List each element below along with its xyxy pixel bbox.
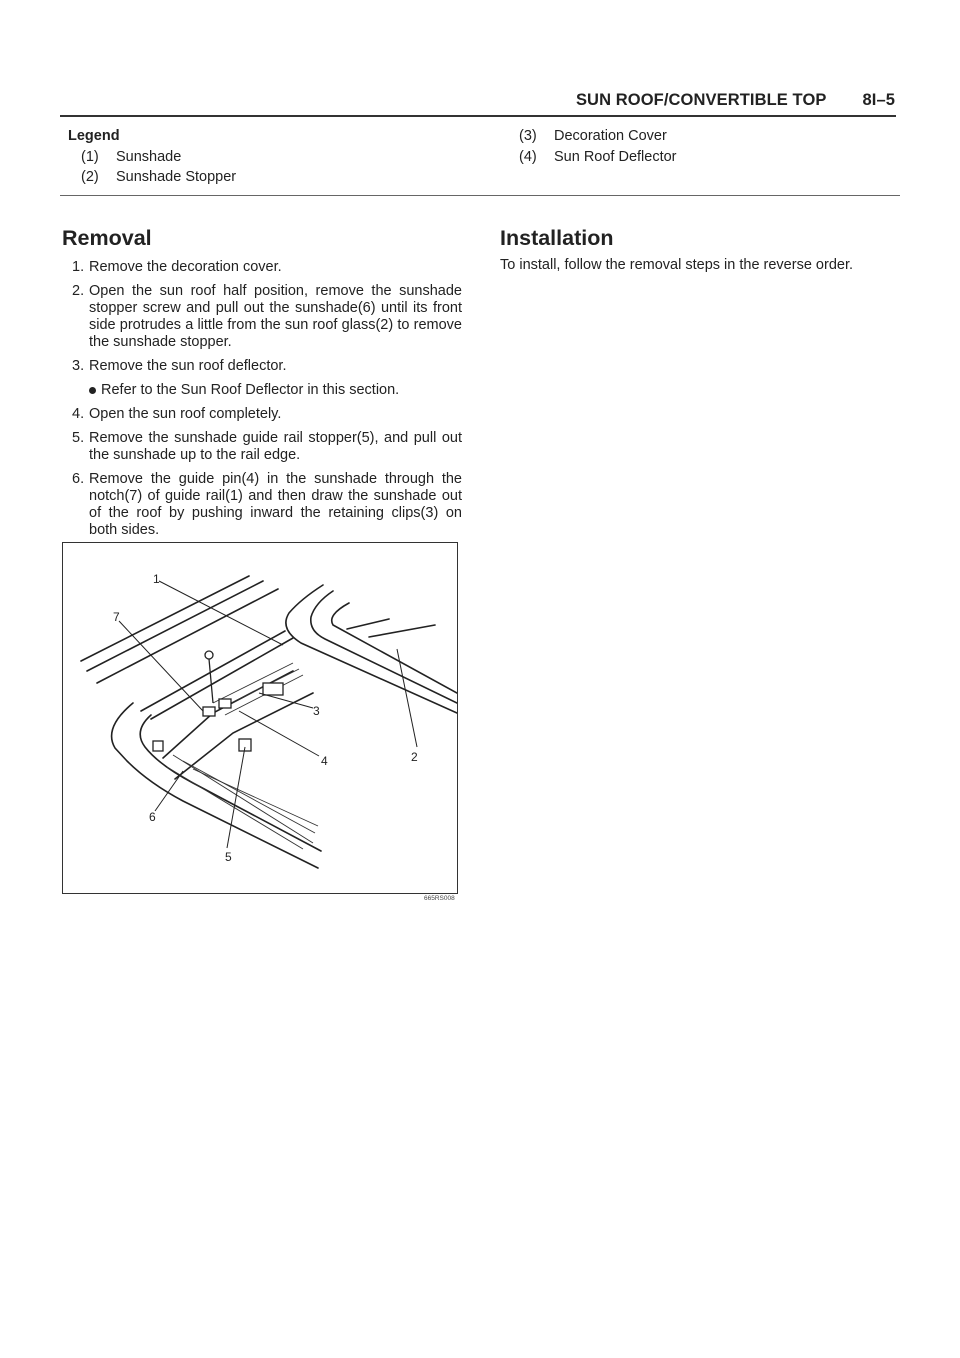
legend-item-label: Sunshade [116,149,182,165]
legend-item [81,149,181,165]
step-text: Remove the guide pin(4) in the sunshade through the notch(7) of guide rail(1) and then draw the sunshade out of the roof by pushing inward the retaining clips(3) on both sides. [89,471,462,538]
step-number: 2. [72,283,85,299]
callout-3: 3 [313,704,320,718]
installation-text: To install, follow the removal steps in the reverse order. [500,257,853,273]
legend-rule [60,195,900,196]
step-item [72,406,462,423]
step-text: Remove the sunshade guide rail stopper(5), and pull out the sunshade up to the rail edge. [89,430,462,463]
sunroof-diagram [62,542,458,894]
step-text: Open the sun roof completely. [89,406,282,422]
legend-item [519,149,677,165]
step-number: 5. [72,430,85,446]
legend-item-label: Sunshade Stopper [116,169,237,185]
legend-item [519,128,667,144]
legend-item-number: (4) [519,149,537,165]
callout-1: 1 [153,572,160,586]
removal-steps [72,259,462,546]
legend-item-number: (1) [81,149,99,165]
callout-4: 4 [321,754,328,768]
callout-7: 7 [113,610,120,624]
step-text: Open the sun roof half position, remove the sunshade stopper screw and pull out the sunshade(6) until its front side protrudes a little from the sun roof glass(2) to remove the sunshade stopper. [89,283,462,350]
header-rule [60,115,896,117]
section-title-text: SUN ROOF/CONVERTIBLE TOP [575,91,827,109]
legend-item-label: Decoration Cover [554,128,667,144]
sunroof-illustration [63,543,457,893]
figure-code: 665RS008 [424,895,455,902]
callout-2: 2 [411,750,418,764]
step-item [72,430,462,464]
step-number: 4. [72,406,85,422]
step-item [72,471,462,539]
step-item [72,259,462,276]
callout-6: 6 [149,810,156,824]
removal-heading: Removal [62,226,152,250]
callout-5: 5 [225,850,232,864]
step-number: 3. [72,358,85,374]
step-bullet [72,382,462,399]
section-number: 8I–5 [862,91,895,109]
bullet-icon [89,387,96,394]
step-text: Remove the decoration cover. [89,259,282,275]
step-item [72,358,462,375]
step-number: 6. [72,471,85,487]
legend-title: Legend [68,128,120,144]
step-text: Remove the sun roof deflector. [89,358,287,374]
legend-item-number: (2) [81,169,99,185]
bullet-text: Refer to the Sun Roof Deflector in this section. [101,382,400,398]
legend-item-label: Sun Roof Deflector [554,149,677,165]
step-number: 1. [72,259,85,275]
section-title [500,91,895,110]
legend-item-number: (3) [519,128,537,144]
legend-item [81,169,236,185]
installation-heading: Installation [500,226,614,250]
step-item [72,283,462,351]
